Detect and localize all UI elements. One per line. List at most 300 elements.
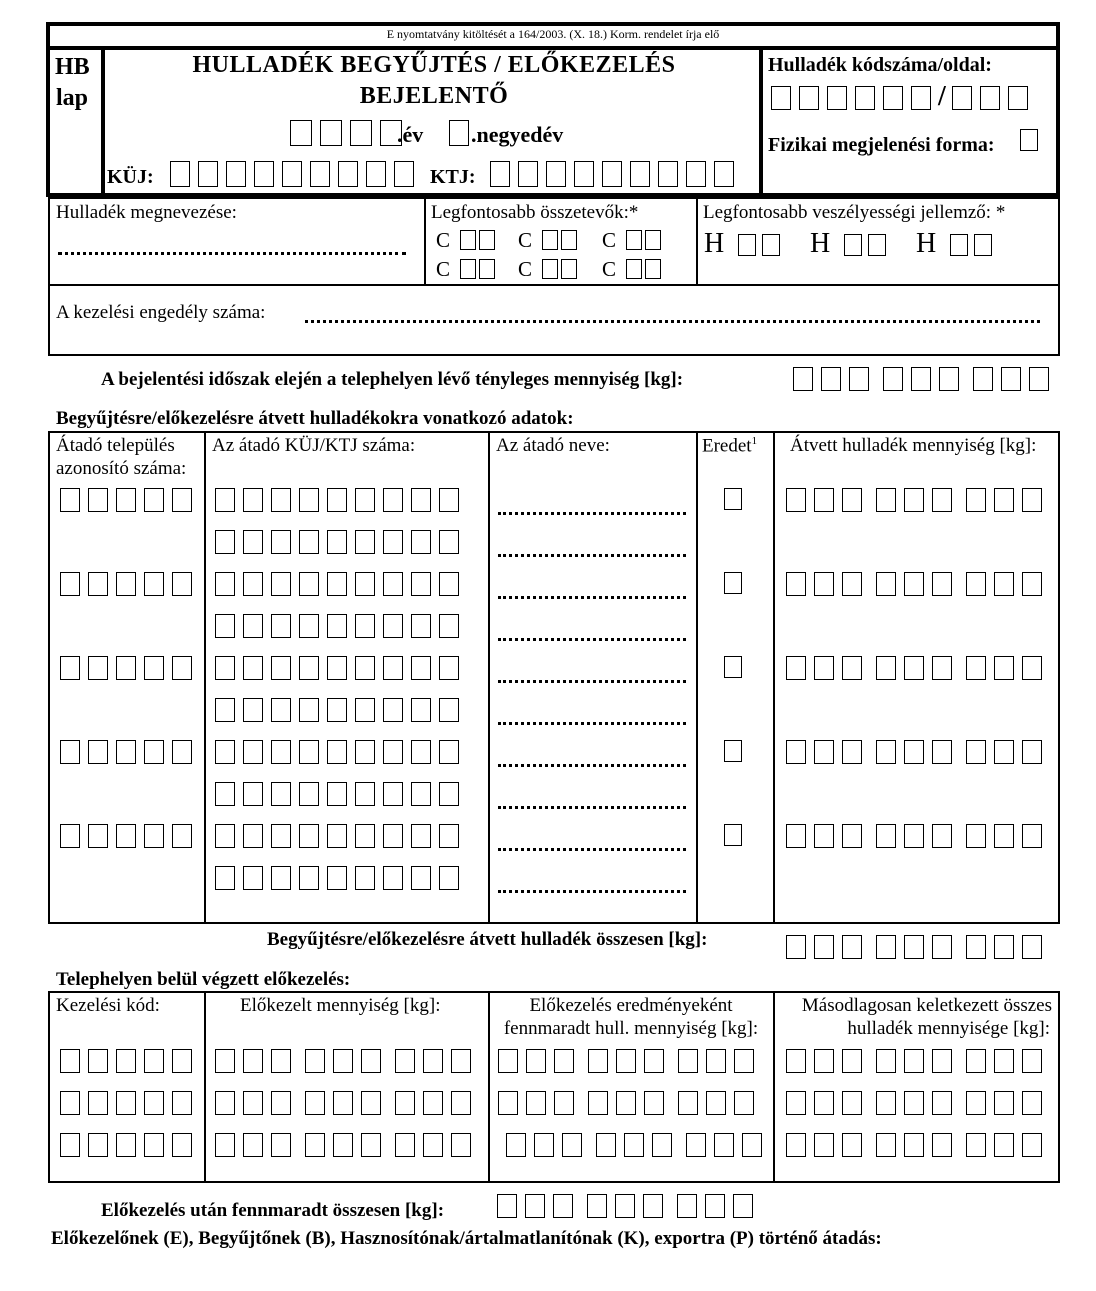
- opening-qty-boxes[interactable]: [793, 367, 1049, 391]
- input-box[interactable]: [1022, 572, 1042, 596]
- input-box[interactable]: [526, 1091, 546, 1115]
- input-box[interactable]: [876, 1049, 896, 1073]
- input-box[interactable]: [172, 1133, 192, 1157]
- input-box[interactable]: [305, 1091, 325, 1115]
- input-box[interactable]: [1008, 86, 1028, 110]
- input-box[interactable]: [814, 488, 834, 512]
- input-box[interactable]: [333, 1133, 353, 1157]
- input-box[interactable]: [904, 656, 924, 680]
- input-box[interactable]: [116, 1133, 136, 1157]
- input-box[interactable]: [904, 488, 924, 512]
- input-box[interactable]: [876, 488, 896, 512]
- input-box[interactable]: [383, 530, 403, 554]
- residual-qty-boxes[interactable]: [498, 1091, 754, 1115]
- input-box[interactable]: [624, 1133, 644, 1157]
- input-box[interactable]: [355, 614, 375, 638]
- input-box[interactable]: [411, 488, 431, 512]
- input-box[interactable]: [932, 1091, 952, 1115]
- input-box[interactable]: [333, 1049, 353, 1073]
- input-box[interactable]: [172, 740, 192, 764]
- input-box[interactable]: [243, 572, 263, 596]
- input-box[interactable]: [724, 488, 742, 510]
- input-box[interactable]: [144, 1133, 164, 1157]
- input-box[interactable]: [299, 488, 319, 512]
- input-box[interactable]: [587, 1194, 607, 1218]
- settlement-id-boxes[interactable]: [60, 488, 192, 512]
- input-box[interactable]: [994, 1091, 1014, 1115]
- input-box[interactable]: [1022, 1091, 1042, 1115]
- input-box[interactable]: [762, 234, 780, 256]
- handover-kuj-ktj-boxes[interactable]: [215, 782, 459, 806]
- input-box[interactable]: [271, 1091, 291, 1115]
- input-box[interactable]: [243, 782, 263, 806]
- input-box[interactable]: [973, 367, 993, 391]
- input-box[interactable]: [327, 740, 347, 764]
- input-box[interactable]: [243, 698, 263, 722]
- input-box[interactable]: [994, 572, 1014, 596]
- input-box[interactable]: [423, 1091, 443, 1115]
- input-box[interactable]: [842, 488, 862, 512]
- input-box[interactable]: [290, 120, 312, 146]
- input-box[interactable]: [932, 824, 952, 848]
- input-box[interactable]: [738, 234, 756, 256]
- input-box[interactable]: [299, 614, 319, 638]
- input-box[interactable]: [966, 1133, 986, 1157]
- input-box[interactable]: [355, 782, 375, 806]
- input-box[interactable]: [602, 161, 622, 187]
- residual-qty-boxes[interactable]: [506, 1133, 762, 1157]
- input-box[interactable]: [706, 1049, 726, 1073]
- input-box[interactable]: [1020, 129, 1038, 151]
- input-box[interactable]: [883, 86, 903, 110]
- input-box[interactable]: [842, 935, 862, 959]
- component-c2-boxes[interactable]: [542, 230, 577, 250]
- input-box[interactable]: [299, 824, 319, 848]
- handover-kuj-ktj-boxes[interactable]: [215, 530, 459, 554]
- input-box[interactable]: [771, 86, 791, 110]
- input-box[interactable]: [994, 488, 1014, 512]
- input-box[interactable]: [439, 866, 459, 890]
- input-box[interactable]: [271, 1049, 291, 1073]
- input-box[interactable]: [645, 259, 661, 279]
- input-box[interactable]: [172, 1091, 192, 1115]
- input-box[interactable]: [355, 530, 375, 554]
- input-box[interactable]: [215, 1049, 235, 1073]
- input-box[interactable]: [876, 824, 896, 848]
- input-box[interactable]: [215, 530, 235, 554]
- component-c3-boxes[interactable]: [626, 230, 661, 250]
- input-box[interactable]: [814, 1133, 834, 1157]
- input-box[interactable]: [215, 782, 235, 806]
- input-box[interactable]: [411, 866, 431, 890]
- handover-name-line[interactable]: [498, 848, 686, 851]
- physical-form-box[interactable]: [1020, 129, 1038, 151]
- input-box[interactable]: [299, 740, 319, 764]
- input-box[interactable]: [144, 488, 164, 512]
- input-box[interactable]: [88, 1133, 108, 1157]
- input-box[interactable]: [932, 740, 952, 764]
- input-box[interactable]: [724, 824, 742, 846]
- component-c4-boxes[interactable]: [460, 259, 495, 279]
- input-box[interactable]: [243, 530, 263, 554]
- input-box[interactable]: [932, 656, 952, 680]
- input-box[interactable]: [299, 530, 319, 554]
- input-box[interactable]: [844, 234, 862, 256]
- input-box[interactable]: [215, 698, 235, 722]
- component-c6-boxes[interactable]: [626, 259, 661, 279]
- input-box[interactable]: [271, 488, 291, 512]
- handover-kuj-ktj-boxes[interactable]: [215, 698, 459, 722]
- input-box[interactable]: [793, 367, 813, 391]
- input-box[interactable]: [616, 1091, 636, 1115]
- page-boxes[interactable]: [952, 86, 1028, 110]
- input-box[interactable]: [215, 488, 235, 512]
- input-box[interactable]: [546, 161, 566, 187]
- input-box[interactable]: [966, 935, 986, 959]
- input-box[interactable]: [383, 614, 403, 638]
- input-box[interactable]: [243, 1049, 263, 1073]
- input-box[interactable]: [1001, 367, 1021, 391]
- input-box[interactable]: [439, 572, 459, 596]
- input-box[interactable]: [383, 740, 403, 764]
- input-box[interactable]: [144, 1091, 164, 1115]
- input-box[interactable]: [439, 488, 459, 512]
- input-box[interactable]: [327, 866, 347, 890]
- input-box[interactable]: [144, 1049, 164, 1073]
- input-box[interactable]: [327, 572, 347, 596]
- component-c5-boxes[interactable]: [542, 259, 577, 279]
- input-box[interactable]: [355, 824, 375, 848]
- input-box[interactable]: [678, 1091, 698, 1115]
- input-box[interactable]: [876, 1133, 896, 1157]
- input-box[interactable]: [994, 824, 1014, 848]
- handover-kuj-ktj-boxes[interactable]: [215, 656, 459, 680]
- handover-name-line[interactable]: [498, 596, 686, 599]
- input-box[interactable]: [724, 740, 742, 762]
- input-box[interactable]: [243, 614, 263, 638]
- input-box[interactable]: [460, 230, 476, 250]
- input-box[interactable]: [310, 161, 330, 187]
- input-box[interactable]: [855, 86, 875, 110]
- origin-box[interactable]: [724, 488, 742, 510]
- input-box[interactable]: [350, 120, 372, 146]
- handover-kuj-ktj-boxes[interactable]: [215, 572, 459, 596]
- input-box[interactable]: [383, 488, 403, 512]
- input-box[interactable]: [714, 161, 734, 187]
- input-box[interactable]: [904, 572, 924, 596]
- input-box[interactable]: [271, 656, 291, 680]
- input-box[interactable]: [411, 824, 431, 848]
- input-box[interactable]: [271, 698, 291, 722]
- origin-box[interactable]: [724, 572, 742, 594]
- input-box[interactable]: [361, 1091, 381, 1115]
- input-box[interactable]: [271, 824, 291, 848]
- input-box[interactable]: [842, 1049, 862, 1073]
- input-box[interactable]: [305, 1049, 325, 1073]
- input-box[interactable]: [144, 824, 164, 848]
- secondary-waste-qty-boxes[interactable]: [786, 1091, 1042, 1115]
- received-qty-boxes[interactable]: [786, 488, 1042, 512]
- input-box[interactable]: [395, 1133, 415, 1157]
- input-box[interactable]: [60, 572, 80, 596]
- input-box[interactable]: [215, 866, 235, 890]
- origin-box[interactable]: [724, 824, 742, 846]
- input-box[interactable]: [116, 572, 136, 596]
- input-box[interactable]: [1022, 1049, 1042, 1073]
- received-qty-boxes[interactable]: [786, 740, 1042, 764]
- input-box[interactable]: [215, 740, 235, 764]
- input-box[interactable]: [876, 572, 896, 596]
- input-box[interactable]: [243, 656, 263, 680]
- origin-box[interactable]: [724, 656, 742, 678]
- treatment-code-boxes[interactable]: [60, 1091, 192, 1115]
- input-box[interactable]: [842, 1091, 862, 1115]
- input-box[interactable]: [116, 1049, 136, 1073]
- settlement-id-boxes[interactable]: [60, 740, 192, 764]
- input-box[interactable]: [542, 259, 558, 279]
- received-qty-boxes[interactable]: [786, 572, 1042, 596]
- input-box[interactable]: [814, 1091, 834, 1115]
- input-box[interactable]: [60, 488, 80, 512]
- kuj-boxes[interactable]: [170, 161, 414, 187]
- input-box[interactable]: [451, 1049, 471, 1073]
- input-box[interactable]: [355, 866, 375, 890]
- input-box[interactable]: [643, 1194, 663, 1218]
- input-box[interactable]: [542, 230, 558, 250]
- input-box[interactable]: [994, 1133, 1014, 1157]
- input-box[interactable]: [299, 782, 319, 806]
- input-box[interactable]: [786, 740, 806, 764]
- input-box[interactable]: [966, 1049, 986, 1073]
- input-box[interactable]: [172, 824, 192, 848]
- remaining-total-boxes[interactable]: [497, 1194, 753, 1218]
- input-box[interactable]: [383, 656, 403, 680]
- handover-name-line[interactable]: [498, 722, 686, 725]
- input-box[interactable]: [479, 259, 495, 279]
- input-box[interactable]: [644, 1049, 664, 1073]
- input-box[interactable]: [215, 572, 235, 596]
- input-box[interactable]: [88, 1091, 108, 1115]
- input-box[interactable]: [116, 656, 136, 680]
- input-box[interactable]: [876, 1091, 896, 1115]
- input-box[interactable]: [677, 1194, 697, 1218]
- input-box[interactable]: [814, 740, 834, 764]
- input-box[interactable]: [439, 656, 459, 680]
- input-box[interactable]: [932, 488, 952, 512]
- input-box[interactable]: [366, 161, 386, 187]
- input-box[interactable]: [786, 935, 806, 959]
- input-box[interactable]: [60, 824, 80, 848]
- input-box[interactable]: [479, 230, 495, 250]
- input-box[interactable]: [411, 782, 431, 806]
- input-box[interactable]: [243, 1091, 263, 1115]
- ktj-boxes[interactable]: [490, 161, 734, 187]
- secondary-waste-qty-boxes[interactable]: [786, 1049, 1042, 1073]
- received-total-boxes[interactable]: [786, 935, 1042, 959]
- input-box[interactable]: [423, 1049, 443, 1073]
- input-box[interactable]: [966, 740, 986, 764]
- settlement-id-boxes[interactable]: [60, 656, 192, 680]
- handover-name-line[interactable]: [498, 680, 686, 683]
- input-box[interactable]: [88, 488, 108, 512]
- handover-name-line[interactable]: [498, 554, 686, 557]
- input-box[interactable]: [966, 488, 986, 512]
- input-box[interactable]: [88, 824, 108, 848]
- input-box[interactable]: [588, 1049, 608, 1073]
- input-box[interactable]: [355, 572, 375, 596]
- input-box[interactable]: [327, 614, 347, 638]
- input-box[interactable]: [876, 656, 896, 680]
- input-box[interactable]: [439, 614, 459, 638]
- input-box[interactable]: [868, 234, 886, 256]
- input-box[interactable]: [439, 824, 459, 848]
- input-box[interactable]: [215, 824, 235, 848]
- input-box[interactable]: [361, 1049, 381, 1073]
- input-box[interactable]: [411, 656, 431, 680]
- input-box[interactable]: [952, 86, 972, 110]
- input-box[interactable]: [706, 1091, 726, 1115]
- input-box[interactable]: [338, 161, 358, 187]
- input-box[interactable]: [243, 488, 263, 512]
- input-box[interactable]: [615, 1194, 635, 1218]
- input-box[interactable]: [734, 1049, 754, 1073]
- input-box[interactable]: [658, 161, 678, 187]
- input-box[interactable]: [116, 1091, 136, 1115]
- treatment-code-boxes[interactable]: [60, 1049, 192, 1073]
- input-box[interactable]: [88, 740, 108, 764]
- input-box[interactable]: [411, 740, 431, 764]
- input-box[interactable]: [1022, 488, 1042, 512]
- residual-qty-boxes[interactable]: [498, 1049, 754, 1073]
- input-box[interactable]: [172, 572, 192, 596]
- input-box[interactable]: [876, 740, 896, 764]
- input-box[interactable]: [980, 86, 1000, 110]
- input-box[interactable]: [355, 488, 375, 512]
- input-box[interactable]: [799, 86, 819, 110]
- input-box[interactable]: [596, 1133, 616, 1157]
- input-box[interactable]: [60, 1133, 80, 1157]
- input-box[interactable]: [724, 572, 742, 594]
- input-box[interactable]: [574, 161, 594, 187]
- input-box[interactable]: [411, 614, 431, 638]
- input-box[interactable]: [518, 161, 538, 187]
- input-box[interactable]: [460, 259, 476, 279]
- quarter-box[interactable]: [449, 120, 469, 146]
- input-box[interactable]: [411, 530, 431, 554]
- input-box[interactable]: [814, 824, 834, 848]
- pretreated-qty-boxes[interactable]: [215, 1133, 471, 1157]
- input-box[interactable]: [1022, 935, 1042, 959]
- input-box[interactable]: [271, 740, 291, 764]
- input-box[interactable]: [686, 161, 706, 187]
- input-box[interactable]: [271, 866, 291, 890]
- input-box[interactable]: [966, 656, 986, 680]
- input-box[interactable]: [842, 1133, 862, 1157]
- input-box[interactable]: [904, 740, 924, 764]
- received-qty-boxes[interactable]: [786, 656, 1042, 680]
- input-box[interactable]: [144, 740, 164, 764]
- input-box[interactable]: [932, 935, 952, 959]
- input-box[interactable]: [243, 1133, 263, 1157]
- handover-kuj-ktj-boxes[interactable]: [215, 488, 459, 512]
- handover-name-line[interactable]: [498, 638, 686, 641]
- input-box[interactable]: [904, 1049, 924, 1073]
- input-box[interactable]: [786, 572, 806, 596]
- treatment-code-boxes[interactable]: [60, 1133, 192, 1157]
- input-box[interactable]: [506, 1133, 526, 1157]
- component-c1-boxes[interactable]: [460, 230, 495, 250]
- input-box[interactable]: [814, 1049, 834, 1073]
- input-box[interactable]: [733, 1194, 753, 1218]
- input-box[interactable]: [327, 656, 347, 680]
- handover-kuj-ktj-boxes[interactable]: [215, 866, 459, 890]
- input-box[interactable]: [814, 656, 834, 680]
- input-box[interactable]: [883, 367, 903, 391]
- input-box[interactable]: [172, 488, 192, 512]
- input-box[interactable]: [842, 656, 862, 680]
- input-box[interactable]: [786, 656, 806, 680]
- hazard-h3-boxes[interactable]: [950, 234, 992, 256]
- input-box[interactable]: [904, 1133, 924, 1157]
- input-box[interactable]: [626, 230, 642, 250]
- input-box[interactable]: [1022, 740, 1042, 764]
- input-box[interactable]: [116, 824, 136, 848]
- input-box[interactable]: [172, 656, 192, 680]
- input-box[interactable]: [327, 824, 347, 848]
- input-box[interactable]: [932, 1133, 952, 1157]
- input-box[interactable]: [842, 740, 862, 764]
- input-box[interactable]: [383, 698, 403, 722]
- input-box[interactable]: [950, 234, 968, 256]
- input-box[interactable]: [271, 614, 291, 638]
- received-qty-boxes[interactable]: [786, 824, 1042, 848]
- input-box[interactable]: [849, 367, 869, 391]
- input-box[interactable]: [994, 740, 1014, 764]
- input-box[interactable]: [88, 572, 108, 596]
- waste-name-line[interactable]: [58, 252, 406, 255]
- input-box[interactable]: [327, 488, 347, 512]
- input-box[interactable]: [904, 824, 924, 848]
- input-box[interactable]: [395, 1091, 415, 1115]
- input-box[interactable]: [911, 367, 931, 391]
- input-box[interactable]: [966, 572, 986, 596]
- input-box[interactable]: [327, 698, 347, 722]
- input-box[interactable]: [1022, 824, 1042, 848]
- input-box[interactable]: [734, 1091, 754, 1115]
- input-box[interactable]: [327, 530, 347, 554]
- input-box[interactable]: [630, 161, 650, 187]
- input-box[interactable]: [116, 488, 136, 512]
- input-box[interactable]: [1029, 367, 1049, 391]
- input-box[interactable]: [411, 572, 431, 596]
- permit-line[interactable]: [305, 320, 1040, 323]
- year-boxes[interactable]: [290, 120, 402, 146]
- input-box[interactable]: [88, 1049, 108, 1073]
- input-box[interactable]: [827, 86, 847, 110]
- input-box[interactable]: [299, 866, 319, 890]
- input-box[interactable]: [786, 1091, 806, 1115]
- input-box[interactable]: [652, 1133, 672, 1157]
- settlement-id-boxes[interactable]: [60, 824, 192, 848]
- input-box[interactable]: [60, 1049, 80, 1073]
- handover-kuj-ktj-boxes[interactable]: [215, 824, 459, 848]
- input-box[interactable]: [842, 824, 862, 848]
- input-box[interactable]: [439, 782, 459, 806]
- waste-code-boxes[interactable]: [771, 86, 931, 110]
- handover-name-line[interactable]: [498, 890, 686, 893]
- input-box[interactable]: [814, 935, 834, 959]
- handover-kuj-ktj-boxes[interactable]: [215, 740, 459, 764]
